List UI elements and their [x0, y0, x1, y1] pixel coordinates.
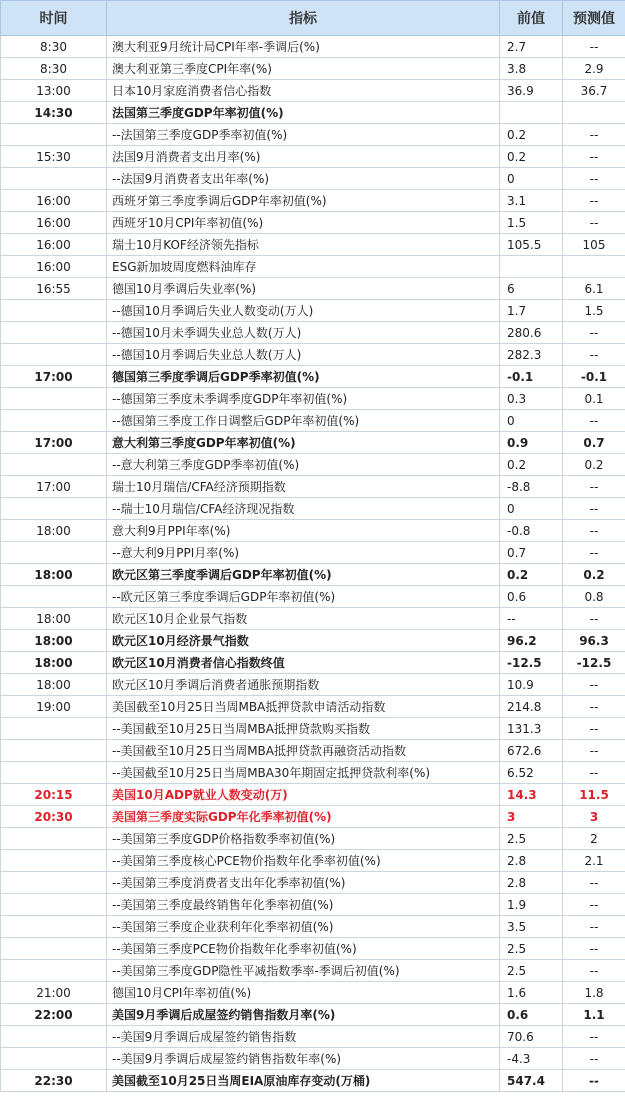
- row-time: [1, 300, 107, 322]
- row-forecast: --: [563, 916, 625, 938]
- row-forecast: -0.1: [563, 366, 625, 388]
- row-previous: 3.8: [500, 58, 563, 80]
- row-previous: 0.3: [500, 388, 563, 410]
- row-previous: 1.9: [500, 894, 563, 916]
- row-previous: -4.3: [500, 1048, 563, 1070]
- row-previous: 3: [500, 806, 563, 828]
- row-indicator: 法国第三季度GDP年率初值(%): [107, 102, 500, 124]
- table-row: [1, 762, 625, 784]
- table-row: [1, 960, 625, 982]
- row-forecast: --: [563, 674, 625, 696]
- row-indicator: --美国第三季度消费者支出年化季率初值(%): [107, 872, 500, 894]
- row-forecast: [563, 256, 625, 278]
- row-forecast: --: [563, 872, 625, 894]
- table-row: [1, 36, 625, 58]
- row-forecast: --: [563, 894, 625, 916]
- row-forecast: --: [563, 520, 625, 542]
- row-previous: 3.5: [500, 916, 563, 938]
- row-forecast: --: [563, 498, 625, 520]
- row-indicator: 意大利第三季度GDP年率初值(%): [107, 432, 500, 454]
- row-time: 18:00: [1, 564, 107, 586]
- row-indicator: --法国9月消费者支出年率(%): [107, 168, 500, 190]
- row-indicator: --美国第三季度企业获利年化季率初值(%): [107, 916, 500, 938]
- row-previous: 672.6: [500, 740, 563, 762]
- row-time: [1, 168, 107, 190]
- row-previous: 547.4: [500, 1070, 563, 1092]
- row-indicator: --德国第三季度工作日调整后GDP年率初值(%): [107, 410, 500, 432]
- row-previous: 0: [500, 168, 563, 190]
- row-indicator: 美国第三季度实际GDP年化季率初值(%): [107, 806, 500, 828]
- header-time: 时间: [1, 1, 107, 36]
- table-row: [1, 454, 625, 476]
- table-body: [1, 36, 625, 1092]
- table-row: [1, 322, 625, 344]
- row-indicator: 德国10月季调后失业率(%): [107, 278, 500, 300]
- row-indicator: 意大利9月PPI年率(%): [107, 520, 500, 542]
- table-row: [1, 1048, 625, 1070]
- table-row: [1, 1004, 625, 1026]
- table-row: [1, 300, 625, 322]
- row-previous: 0: [500, 410, 563, 432]
- row-time: 15:30: [1, 146, 107, 168]
- table-row: [1, 80, 625, 102]
- row-indicator: 德国第三季度季调后GDP季率初值(%): [107, 366, 500, 388]
- table-row: [1, 102, 625, 124]
- row-time: 18:00: [1, 630, 107, 652]
- row-forecast: 2: [563, 828, 625, 850]
- row-indicator: --美国截至10月25日当周MBA抵押贷款购买指数: [107, 718, 500, 740]
- row-time: 16:55: [1, 278, 107, 300]
- row-forecast: --: [563, 344, 625, 366]
- row-forecast: --: [563, 476, 625, 498]
- row-indicator: ESG新加坡周度燃料油库存: [107, 256, 500, 278]
- table-row: [1, 806, 625, 828]
- row-previous: 2.5: [500, 960, 563, 982]
- row-indicator: 西班牙第三季度季调后GDP年率初值(%): [107, 190, 500, 212]
- table-row: [1, 168, 625, 190]
- row-indicator: 欧元区第三季度季调后GDP年率初值(%): [107, 564, 500, 586]
- table-row: [1, 674, 625, 696]
- row-previous: 2.8: [500, 850, 563, 872]
- row-forecast: --: [563, 1026, 625, 1048]
- row-time: 17:00: [1, 476, 107, 498]
- row-forecast: 1.1: [563, 1004, 625, 1026]
- row-forecast: --: [563, 322, 625, 344]
- row-indicator: 日本10月家庭消费者信心指数: [107, 80, 500, 102]
- row-time: 8:30: [1, 58, 107, 80]
- row-indicator: --美国第三季度GDP隐性平减指数季率-季调后初值(%): [107, 960, 500, 982]
- row-previous: 2.7: [500, 36, 563, 58]
- row-forecast: --: [563, 1070, 625, 1092]
- row-forecast: 1.5: [563, 300, 625, 322]
- header-indicator: 指标: [107, 1, 500, 36]
- row-previous: [500, 102, 563, 124]
- row-previous: 2.5: [500, 938, 563, 960]
- row-time: [1, 498, 107, 520]
- row-time: 22:30: [1, 1070, 107, 1092]
- row-indicator: --德国10月季调后失业人数变动(万人): [107, 300, 500, 322]
- row-forecast: 0.1: [563, 388, 625, 410]
- row-previous: 14.3: [500, 784, 563, 806]
- row-indicator: 澳大利亚第三季度CPI年率(%): [107, 58, 500, 80]
- row-indicator: --瑞士10月瑞信/CFA经济现况指数: [107, 498, 500, 520]
- row-previous: -0.8: [500, 520, 563, 542]
- row-previous: [500, 256, 563, 278]
- row-time: [1, 740, 107, 762]
- row-previous: 0.9: [500, 432, 563, 454]
- table-row: [1, 1026, 625, 1048]
- row-time: [1, 322, 107, 344]
- table-row: [1, 498, 625, 520]
- row-indicator: 美国10月ADP就业人数变动(万): [107, 784, 500, 806]
- row-time: [1, 718, 107, 740]
- row-forecast: --: [563, 542, 625, 564]
- row-time: 17:00: [1, 432, 107, 454]
- row-forecast: 2.1: [563, 850, 625, 872]
- table-row: [1, 432, 625, 454]
- table-row: [1, 872, 625, 894]
- row-previous: -0.1: [500, 366, 563, 388]
- row-indicator: 西班牙10月CPI年率初值(%): [107, 212, 500, 234]
- row-previous: 0.7: [500, 542, 563, 564]
- row-time: 20:15: [1, 784, 107, 806]
- row-previous: 282.3: [500, 344, 563, 366]
- row-indicator: 欧元区10月消费者信心指数终值: [107, 652, 500, 674]
- row-forecast: --: [563, 718, 625, 740]
- row-indicator: 瑞士10月KOF经济领先指标: [107, 234, 500, 256]
- row-time: 17:00: [1, 366, 107, 388]
- row-time: [1, 762, 107, 784]
- row-indicator: --德国10月季调后失业总人数(万人): [107, 344, 500, 366]
- row-indicator: 欧元区10月企业景气指数: [107, 608, 500, 630]
- row-time: [1, 1048, 107, 1070]
- row-forecast: [563, 102, 625, 124]
- row-indicator: 瑞士10月瑞信/CFA经济预期指数: [107, 476, 500, 498]
- row-time: 18:00: [1, 520, 107, 542]
- row-previous: 0.6: [500, 586, 563, 608]
- row-indicator: --欧元区第三季度季调后GDP年率初值(%): [107, 586, 500, 608]
- row-previous: 0.2: [500, 564, 563, 586]
- row-previous: --: [500, 608, 563, 630]
- table-row: [1, 564, 625, 586]
- row-previous: -8.8: [500, 476, 563, 498]
- row-time: [1, 938, 107, 960]
- row-forecast: --: [563, 168, 625, 190]
- row-forecast: 96.3: [563, 630, 625, 652]
- row-previous: 6.52: [500, 762, 563, 784]
- row-forecast: 1.8: [563, 982, 625, 1004]
- row-time: [1, 916, 107, 938]
- table-row: [1, 388, 625, 410]
- row-indicator: 美国9月季调后成屋签约销售指数月率(%): [107, 1004, 500, 1026]
- table-row: [1, 938, 625, 960]
- row-time: 14:30: [1, 102, 107, 124]
- row-indicator: 法国9月消费者支出月率(%): [107, 146, 500, 168]
- row-forecast: --: [563, 190, 625, 212]
- row-indicator: --美国9月季调后成屋签约销售指数: [107, 1026, 500, 1048]
- row-previous: 96.2: [500, 630, 563, 652]
- row-indicator: --意大利第三季度GDP季率初值(%): [107, 454, 500, 476]
- row-previous: 131.3: [500, 718, 563, 740]
- row-indicator: --德国第三季度未季调季度GDP年率初值(%): [107, 388, 500, 410]
- table-row: [1, 234, 625, 256]
- table-row: [1, 58, 625, 80]
- row-previous: 6: [500, 278, 563, 300]
- row-forecast: 0.8: [563, 586, 625, 608]
- table-row: [1, 718, 625, 740]
- row-indicator: --美国第三季度PCE物价指数年化季率初值(%): [107, 938, 500, 960]
- row-time: 18:00: [1, 652, 107, 674]
- row-previous: 1.5: [500, 212, 563, 234]
- row-forecast: --: [563, 740, 625, 762]
- table-row: [1, 586, 625, 608]
- row-time: [1, 1026, 107, 1048]
- table-row: [1, 784, 625, 806]
- table-row: [1, 740, 625, 762]
- row-indicator: --美国第三季度最终销售年化季率初值(%): [107, 894, 500, 916]
- row-time: [1, 872, 107, 894]
- row-previous: 0.2: [500, 454, 563, 476]
- row-time: 18:00: [1, 608, 107, 630]
- table-row: [1, 542, 625, 564]
- table-row: [1, 696, 625, 718]
- row-time: 16:00: [1, 190, 107, 212]
- row-indicator: --美国第三季度GDP价格指数季率初值(%): [107, 828, 500, 850]
- row-indicator: 德国10月CPI年率初值(%): [107, 982, 500, 1004]
- row-forecast: --: [563, 124, 625, 146]
- header-previous: 前值: [500, 1, 563, 36]
- row-forecast: 11.5: [563, 784, 625, 806]
- row-indicator: --美国9月季调后成屋签约销售指数年率(%): [107, 1048, 500, 1070]
- row-forecast: --: [563, 608, 625, 630]
- table-row: [1, 190, 625, 212]
- table-row: [1, 344, 625, 366]
- row-previous: 0.2: [500, 146, 563, 168]
- row-forecast: --: [563, 696, 625, 718]
- header-forecast: 预测值: [563, 1, 625, 36]
- row-forecast: --: [563, 1048, 625, 1070]
- table-header: [1, 1, 625, 36]
- row-time: 22:00: [1, 1004, 107, 1026]
- table-row: [1, 410, 625, 432]
- row-forecast: -12.5: [563, 652, 625, 674]
- row-previous: 1.6: [500, 982, 563, 1004]
- row-time: [1, 410, 107, 432]
- row-indicator: 欧元区10月季调后消费者通胀预期指数: [107, 674, 500, 696]
- row-previous: 70.6: [500, 1026, 563, 1048]
- row-forecast: 6.1: [563, 278, 625, 300]
- table-row: [1, 366, 625, 388]
- row-indicator: 澳大利亚9月统计局CPI年率-季调后(%): [107, 36, 500, 58]
- table-row: [1, 1070, 625, 1092]
- row-time: 16:00: [1, 256, 107, 278]
- row-previous: 280.6: [500, 322, 563, 344]
- row-indicator: --美国第三季度核心PCE物价指数年化季率初值(%): [107, 850, 500, 872]
- row-forecast: 105: [563, 234, 625, 256]
- row-forecast: 0.7: [563, 432, 625, 454]
- row-time: [1, 344, 107, 366]
- table-row: [1, 124, 625, 146]
- row-forecast: --: [563, 960, 625, 982]
- row-forecast: --: [563, 938, 625, 960]
- row-forecast: 2.9: [563, 58, 625, 80]
- table-row: [1, 146, 625, 168]
- row-time: [1, 454, 107, 476]
- table-row: [1, 278, 625, 300]
- row-forecast: --: [563, 410, 625, 432]
- row-previous: 214.8: [500, 696, 563, 718]
- row-time: 19:00: [1, 696, 107, 718]
- row-previous: 2.5: [500, 828, 563, 850]
- row-previous: 0: [500, 498, 563, 520]
- row-indicator: --美国截至10月25日当周MBA抵押贷款再融资活动指数: [107, 740, 500, 762]
- row-time: 21:00: [1, 982, 107, 1004]
- row-previous: 36.9: [500, 80, 563, 102]
- table-row: [1, 476, 625, 498]
- table-row: [1, 850, 625, 872]
- row-time: 16:00: [1, 234, 107, 256]
- table-row: [1, 828, 625, 850]
- row-indicator: 欧元区10月经济景气指数: [107, 630, 500, 652]
- row-forecast: --: [563, 146, 625, 168]
- row-time: [1, 388, 107, 410]
- row-time: [1, 960, 107, 982]
- row-time: [1, 586, 107, 608]
- row-previous: 2.8: [500, 872, 563, 894]
- row-indicator: --意大利9月PPI月率(%): [107, 542, 500, 564]
- row-forecast: --: [563, 212, 625, 234]
- row-time: [1, 894, 107, 916]
- table-row: [1, 894, 625, 916]
- row-forecast: 0.2: [563, 454, 625, 476]
- row-forecast: --: [563, 762, 625, 784]
- row-indicator: 美国截至10月25日当周MBA抵押贷款申请活动指数: [107, 696, 500, 718]
- row-time: 16:00: [1, 212, 107, 234]
- row-forecast: 3: [563, 806, 625, 828]
- row-time: 20:30: [1, 806, 107, 828]
- row-forecast: 36.7: [563, 80, 625, 102]
- row-time: [1, 850, 107, 872]
- row-time: [1, 124, 107, 146]
- row-previous: 10.9: [500, 674, 563, 696]
- row-time: 13:00: [1, 80, 107, 102]
- row-previous: 1.7: [500, 300, 563, 322]
- row-time: 18:00: [1, 674, 107, 696]
- row-time: [1, 542, 107, 564]
- row-indicator: --德国10月未季调失业总人数(万人): [107, 322, 500, 344]
- row-indicator: --法国第三季度GDP季率初值(%): [107, 124, 500, 146]
- row-forecast: --: [563, 36, 625, 58]
- table-row: [1, 212, 625, 234]
- row-previous: 3.1: [500, 190, 563, 212]
- table-row: [1, 916, 625, 938]
- table-row: [1, 982, 625, 1004]
- row-time: 8:30: [1, 36, 107, 58]
- row-indicator: 美国截至10月25日当周EIA原油库存变动(万桶): [107, 1070, 500, 1092]
- header-row: [1, 1, 625, 36]
- table-row: [1, 520, 625, 542]
- row-time: [1, 828, 107, 850]
- row-previous: -12.5: [500, 652, 563, 674]
- row-indicator: --美国截至10月25日当周MBA30年期固定抵押贷款利率(%): [107, 762, 500, 784]
- row-forecast: 0.2: [563, 564, 625, 586]
- table-row: [1, 652, 625, 674]
- table-row: [1, 630, 625, 652]
- table-row: [1, 256, 625, 278]
- row-previous: 0.2: [500, 124, 563, 146]
- row-previous: 0.6: [500, 1004, 563, 1026]
- row-previous: 105.5: [500, 234, 563, 256]
- table-row: [1, 608, 625, 630]
